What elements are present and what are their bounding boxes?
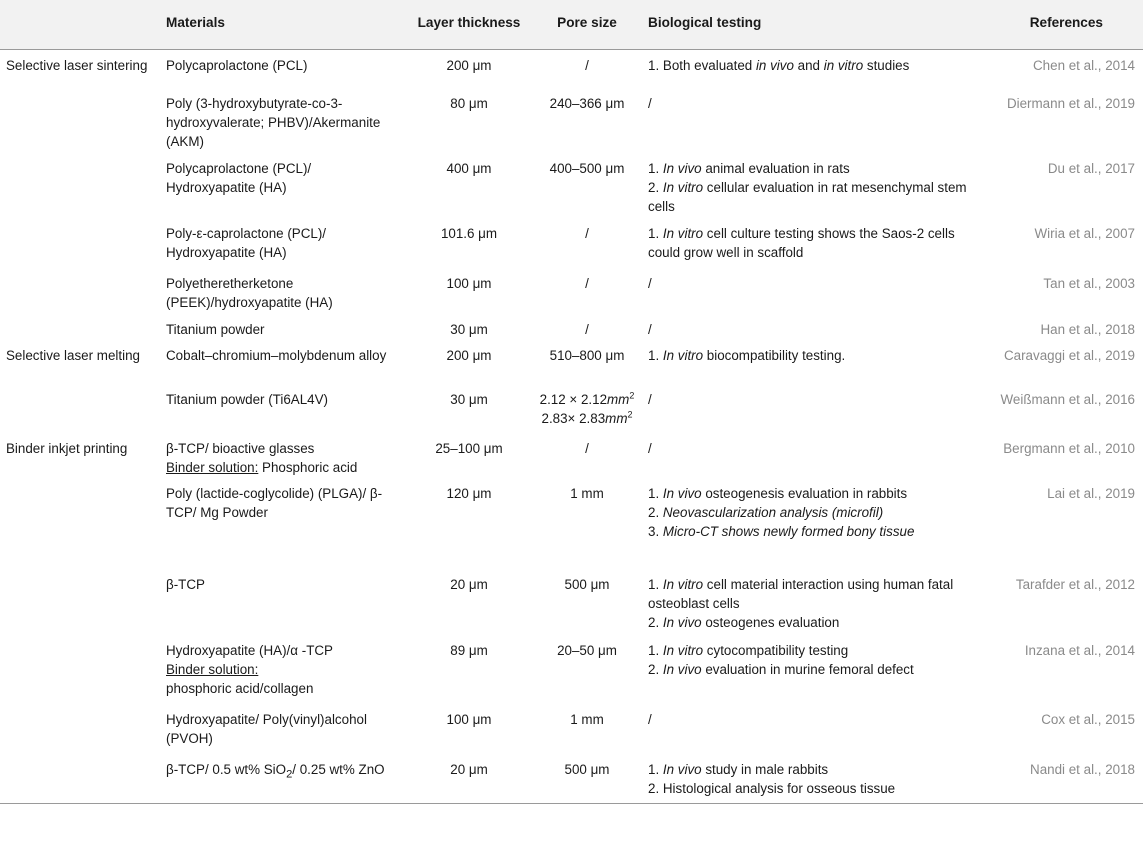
bio-italic: In vivo <box>662 762 702 777</box>
technique-cell <box>0 384 160 433</box>
table-row <box>0 314 1143 340</box>
material-cell <box>160 478 406 569</box>
table-row <box>0 88 1143 153</box>
table-row <box>0 569 1143 635</box>
material-cell <box>160 153 406 218</box>
reference-cell: Bergmann et al., 2010 <box>1003 441 1135 456</box>
binder-line <box>166 458 400 477</box>
table-row <box>0 635 1143 704</box>
bio-italic: In vivo <box>662 615 702 630</box>
bio-text: / <box>648 322 652 337</box>
layer-thickness-cell: 101.6 μm <box>440 226 498 241</box>
pore-size-cell <box>532 704 642 754</box>
technique-cell <box>0 635 160 704</box>
bio-line <box>648 159 972 178</box>
layer-thickness-cell: 100 μm <box>446 712 492 727</box>
bio-text: 2. <box>648 662 663 677</box>
technique-cell: Selective laser melting <box>6 348 140 363</box>
table-row <box>0 478 1143 569</box>
bio-line <box>648 613 972 632</box>
technique-cell <box>0 569 160 635</box>
bio-text: 3. <box>648 524 663 539</box>
layer-thickness-cell: 200 μm <box>446 57 492 73</box>
bio-text: / <box>648 276 652 291</box>
bio-line <box>648 346 972 365</box>
binder-value: Phosphoric acid <box>258 460 358 475</box>
bio-italic: In vitro <box>662 643 704 658</box>
material-cell <box>160 635 406 704</box>
reference-cell: Cox et al., 2015 <box>1041 712 1135 727</box>
reference-cell: Chen et al., 2014 <box>1033 57 1135 73</box>
bio-text: 1. <box>648 161 663 176</box>
material-cell <box>160 704 406 754</box>
pore-size-cell <box>532 635 642 704</box>
material-text: Poly (lactide-coglycolide) (PLGA)/ β-TCP/ Mg Powder <box>166 486 383 520</box>
pore-size-cell <box>532 218 642 268</box>
pore-value: 510–800 μm <box>549 348 625 363</box>
bio-text: evaluation in murine femoral defect <box>701 662 914 677</box>
pore-value: 400–500 μm <box>549 161 625 176</box>
binder-label: Binder solution: <box>166 662 259 677</box>
material-text: Titanium powder (Ti6AL4V) <box>166 392 328 407</box>
biological-testing-cell <box>642 49 978 88</box>
material-text: β-TCP/ 0.5 wt% SiO <box>166 762 287 777</box>
material-text: Hydroxyapatite (HA)/α -TCP <box>166 643 333 658</box>
pore-size-cell <box>532 478 642 569</box>
bio-text: biocompatibility testing. <box>703 348 846 363</box>
bio-text: 1. <box>648 762 663 777</box>
layer-thickness-cell: 20 μm <box>450 577 488 592</box>
reference-cell: Nandi et al., 2018 <box>978 754 1143 803</box>
reference-cell: Tan et al., 2003 <box>1043 276 1135 291</box>
pore-unit: mm <box>607 392 630 407</box>
header-biological-testing: Biological testing <box>642 0 978 49</box>
bio-line <box>648 660 972 679</box>
material-text: Hydroxyapatite/ Poly(vinyl)alcohol (PVOH) <box>166 712 367 746</box>
header-pore-size: Pore size <box>532 0 642 49</box>
header-layer-thickness: Layer thickness <box>406 0 532 49</box>
bio-line <box>648 522 972 541</box>
binder-line <box>166 660 400 679</box>
material-text: Poly-ε-caprolactone (PCL)/ Hydroxyapatite (HA) <box>166 226 327 260</box>
biological-testing-cell <box>642 153 978 218</box>
pore-size-cell <box>532 88 642 153</box>
reference-cell: Han et al., 2018 <box>1040 322 1135 337</box>
bio-line <box>648 484 972 503</box>
bio-text: 1. <box>648 226 663 241</box>
bio-italic: In vivo <box>662 161 702 176</box>
pore-size-cell <box>532 569 642 635</box>
table-body <box>0 49 1143 803</box>
pore-value: 2.12 × 2.12 <box>539 392 608 407</box>
bio-text: cytocompatibility testing <box>703 643 849 658</box>
layer-thickness-cell: 30 μm <box>450 392 488 407</box>
header-materials: Materials <box>160 0 406 49</box>
bio-text: 1. <box>648 486 663 501</box>
biological-testing-cell <box>642 478 978 569</box>
pore-line <box>538 409 636 428</box>
layer-thickness-cell: 20 μm <box>406 754 532 803</box>
bio-italic: In vitro <box>662 180 704 195</box>
bio-text: cell material interaction using human fatal osteoblast cells <box>648 577 954 611</box>
bio-text: and <box>793 57 824 73</box>
bio-text: study in male rabbits <box>701 762 829 777</box>
bio-text: studies <box>863 57 910 73</box>
material-cell <box>160 569 406 635</box>
bio-line <box>648 779 972 798</box>
table-row <box>0 433 1143 478</box>
biological-testing-cell <box>642 433 978 478</box>
material-text: β-TCP <box>166 577 205 592</box>
layer-thickness-cell: 80 μm <box>450 96 488 111</box>
material-text: Titanium powder <box>166 322 265 337</box>
bio-line <box>648 641 972 660</box>
bio-line <box>648 224 972 262</box>
technique-cell <box>0 478 160 569</box>
biological-testing-cell <box>642 635 978 704</box>
table-row <box>0 754 1143 803</box>
pore-unit: mm <box>605 411 628 426</box>
pore-size-cell <box>532 153 642 218</box>
bio-text: 1. <box>648 577 663 592</box>
material-cell <box>160 340 406 384</box>
pore-size-cell <box>532 754 642 803</box>
material-cell <box>160 268 406 314</box>
pore-value: / <box>585 226 589 241</box>
bio-text: 2. Histological analysis for osseous tissue <box>648 781 896 796</box>
bio-italic: in vivo <box>755 57 794 73</box>
pore-value: 500 μm <box>564 577 610 592</box>
bio-text: 2. <box>648 505 663 520</box>
bio-text: cellular evaluation in rat mesenchymal stem cells <box>648 180 967 214</box>
material-cell <box>160 88 406 153</box>
pore-value: 2.83× 2.83 <box>541 411 606 426</box>
layer-thickness-cell: 25–100 μm <box>435 441 503 456</box>
reference-cell: Diermann et al., 2019 <box>1006 96 1135 111</box>
pore-value: 20–50 μm <box>557 643 617 658</box>
bio-text: osteogenes evaluation <box>701 615 840 630</box>
layer-thickness-cell: 200 μm <box>446 348 492 363</box>
reference-cell: Weißmann et al., 2016 <box>1000 392 1135 407</box>
material-text: Polycaprolactone (PCL)/ Hydroxyapatite (HA) <box>166 161 312 195</box>
biological-testing-cell <box>642 88 978 153</box>
reference-cell: Inzana et al., 2014 <box>1024 643 1135 658</box>
pore-value: 240–366 μm <box>549 96 625 111</box>
pore-size-cell <box>532 433 642 478</box>
pore-value: / <box>585 57 589 73</box>
technique-cell: Selective laser sintering <box>6 57 148 73</box>
table-row <box>0 384 1143 433</box>
bio-italic: in vitro <box>823 57 864 73</box>
bio-line <box>648 760 972 779</box>
bio-text: 1. Both evaluated <box>648 57 756 73</box>
material-text: Polycaprolactone (PCL) <box>166 57 308 73</box>
pore-value: / <box>585 441 589 456</box>
biological-testing-cell <box>642 268 978 314</box>
bio-line <box>648 575 972 613</box>
binder-label: Binder solution: <box>166 460 259 475</box>
pore-size-cell <box>532 314 642 340</box>
pore-size-cell <box>532 384 642 433</box>
biological-testing-cell <box>642 704 978 754</box>
layer-thickness-cell: 89 μm <box>450 643 488 658</box>
bio-text: / <box>648 441 652 456</box>
bio-line <box>648 178 972 216</box>
material-cell <box>160 49 406 88</box>
material-cell <box>160 384 406 433</box>
material-cell <box>160 314 406 340</box>
biological-testing-cell <box>642 340 978 384</box>
layer-thickness-cell: 120 μm <box>446 486 492 501</box>
bio-italic: In vitro <box>662 577 704 592</box>
biological-testing-cell <box>642 569 978 635</box>
bio-line <box>648 503 972 522</box>
biological-testing-cell <box>642 218 978 268</box>
pore-superscript: 2 <box>627 409 633 420</box>
table-row <box>0 340 1143 384</box>
pore-value: 500 μm <box>564 762 610 777</box>
bio-italic: In vitro <box>662 226 704 241</box>
bio-text: 1. <box>648 643 663 658</box>
material-text: Polyetheretherketone (PEEK)/hydroxyapatite (HA) <box>166 276 333 310</box>
table-row <box>0 704 1143 754</box>
pore-size-cell <box>532 340 642 384</box>
material-subscript: 2 <box>286 768 293 781</box>
bio-text: osteogenesis evaluation in rabbits <box>701 486 908 501</box>
table-row <box>0 218 1143 268</box>
biological-testing-cell <box>642 754 978 803</box>
bio-text: / <box>648 712 652 727</box>
reference-cell: Wiria et al., 2007 <box>1034 226 1135 241</box>
technique-cell <box>0 314 160 340</box>
material-cell <box>160 433 406 478</box>
layer-thickness-cell: 400 μm <box>446 161 492 176</box>
reference-cell: Lai et al., 2019 <box>1047 486 1135 501</box>
bio-text: / <box>648 96 652 111</box>
pore-value: / <box>585 322 589 337</box>
technique-cell <box>0 218 160 268</box>
pore-value: / <box>585 276 589 291</box>
material-text: / 0.25 wt% ZnO <box>292 762 385 777</box>
material-text: β-TCP/ bioactive glasses <box>166 441 315 456</box>
pore-superscript: 2 <box>629 390 635 401</box>
technique-cell <box>0 153 160 218</box>
layer-thickness-cell: 30 μm <box>450 322 488 337</box>
pore-line <box>538 390 636 409</box>
technique-cell <box>0 88 160 153</box>
binder-value: phosphoric acid/collagen <box>166 681 314 696</box>
table-row <box>0 49 1143 88</box>
material-text: Poly (3-hydroxybutyrate-co-3-hydroxyvalerate; PHBV)/Akermanite (AKM) <box>166 96 381 149</box>
bio-text: animal evaluation in rats <box>701 161 850 176</box>
reference-cell: Caravaggi et al., 2019 <box>1003 348 1135 363</box>
technique-cell: Binder inkjet printing <box>6 441 128 456</box>
bio-text: 2. <box>648 180 663 195</box>
bio-italic: In vivo <box>662 486 702 501</box>
biological-testing-cell <box>642 314 978 340</box>
table-row <box>0 153 1143 218</box>
header-technique <box>0 0 160 49</box>
bio-italic: Neovascularization analysis (microfil) <box>662 505 884 520</box>
bio-text: 1. <box>648 348 663 363</box>
biological-testing-cell <box>642 384 978 433</box>
table-header-row <box>0 0 1143 49</box>
table-row <box>0 268 1143 314</box>
material-cell <box>160 754 406 803</box>
reference-cell: Tarafder et al., 2012 <box>1015 577 1135 592</box>
technique-cell <box>0 754 160 803</box>
bio-line <box>648 56 972 75</box>
bio-text: / <box>648 392 652 407</box>
material-text: Cobalt–chromium–molybdenum alloy <box>166 348 387 363</box>
pore-size-cell <box>532 49 642 88</box>
reference-cell: Du et al., 2017 <box>1047 161 1135 176</box>
bio-italic: In vitro <box>662 348 704 363</box>
technique-cell <box>0 268 160 314</box>
bio-text: cell culture testing shows the Saos-2 cells could grow well in scaffold <box>648 226 955 260</box>
bio-italic: Micro-CT shows newly formed bony tissue <box>662 524 915 539</box>
bio-text: 2. <box>648 615 663 630</box>
header-references: References <box>978 0 1143 49</box>
pore-value: 1 mm <box>570 712 604 727</box>
pore-value: 1 mm <box>570 486 604 501</box>
material-cell <box>160 218 406 268</box>
technique-cell <box>0 704 160 754</box>
pore-size-cell <box>532 268 642 314</box>
bio-italic: In vivo <box>662 662 702 677</box>
layer-thickness-cell: 100 μm <box>446 276 492 291</box>
